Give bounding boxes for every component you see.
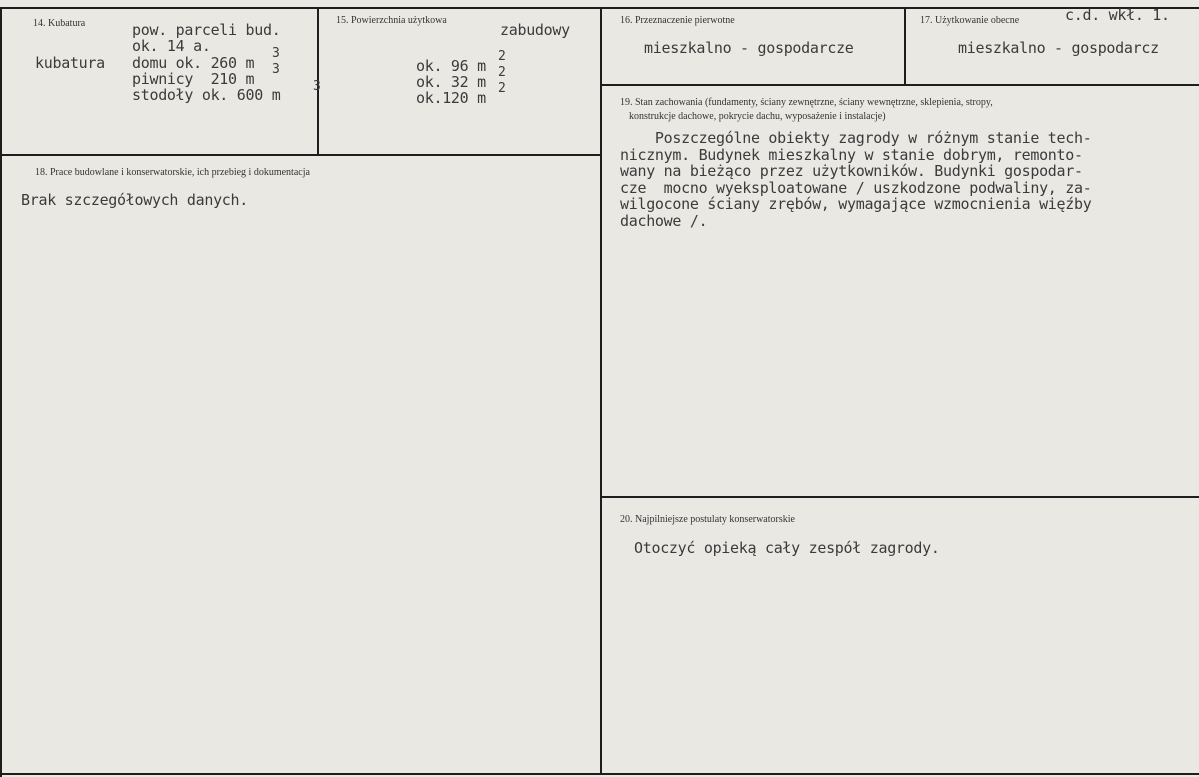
- field-15-sup-1: 2: [498, 49, 506, 64]
- field-14-label: 14. Kubatura: [33, 18, 86, 29]
- field-17-note: c.d. wkł. 1.: [1065, 6, 1170, 24]
- field-14-line-2: ok. 14 a.: [132, 37, 211, 55]
- field-18-label: 18. Prace budowlane i konserwatorskie, ich przebieg i dokumentacja: [35, 167, 310, 178]
- field-19-line-6: dachowe /.: [620, 211, 708, 230]
- field-19-line-1: Poszczególne obiekty zagrody w różnym stanie tech-: [620, 129, 1092, 147]
- field-15-label: 15. Powierzchnia użytkowa: [336, 15, 447, 26]
- field-14-line-1: pow. parceli bud.: [132, 21, 281, 39]
- field-20-value: Otoczyć opieką cały zespół zagrody.: [634, 539, 940, 557]
- field-14-row-3: stodoły ok. 600 m: [132, 86, 281, 104]
- field-19-label-1: 19. Stan zachowania (fundamenty, ściany zewnętrzne, ściany wewnętrzne, sklepienia, stropy,: [620, 97, 993, 108]
- divider-h-19-20: [600, 496, 1199, 498]
- field-14-kubatura-word: kubatura: [35, 54, 105, 72]
- field-14-sup-3: 3: [313, 79, 321, 94]
- field-17-label: 17. Użytkowanie obecne: [920, 15, 1020, 26]
- divider-main: [600, 7, 602, 775]
- field-15-sup-3: 2: [498, 81, 506, 96]
- field-14-sup-1: 3: [272, 46, 280, 61]
- field-19-line-5: wilgocone ściany zrębów, wymagające wzmocnienia więźby: [620, 195, 1092, 213]
- field-18-value: Brak szczegółowych danych.: [21, 191, 249, 209]
- field-14-row-2: piwnicy 210 m: [132, 70, 255, 88]
- divider-h-row1-right: [600, 84, 1199, 86]
- field-15-row-3: ok.120 m: [416, 89, 486, 107]
- field-19-text: [620, 130, 1091, 229]
- field-16-value: mieszkalno - gospodarcze: [644, 39, 854, 57]
- field-15-extra: zabudowy: [500, 21, 570, 39]
- field-15-row-2: ok. 32 m: [416, 73, 486, 91]
- field-19-line-2: nicznym. Budynek mieszkalny w stanie dobrym, remonto-: [620, 145, 1083, 164]
- field-19-line-4: cze mocno wyeksploatowane / uszkodzone podwaliny, za-: [620, 178, 1092, 197]
- field-15-row-1: ok. 96 m: [416, 57, 486, 75]
- left-border: [0, 7, 2, 777]
- field-19-label-2: konstrukcje dachowe, pokrycie dachu, wyposażenie i instalacje): [629, 111, 886, 122]
- field-15-sup-2: 2: [498, 65, 506, 80]
- field-19-line-3: wany na bieżąco przez użytkowników. Budynki gospodar-: [620, 162, 1083, 180]
- divider-16-17: [904, 7, 906, 85]
- field-16-label: 16. Przeznaczenie pierwotne: [620, 15, 735, 26]
- field-14-row-1: domu ok. 260 m: [132, 54, 255, 72]
- field-17-value: mieszkalno - gospodarcz: [958, 39, 1159, 57]
- field-20-label: 20. Najpilniejsze postulaty konserwatorskie: [620, 514, 795, 525]
- field-14-sup-2: 3: [272, 62, 280, 77]
- divider-h-row1-left: [0, 154, 602, 156]
